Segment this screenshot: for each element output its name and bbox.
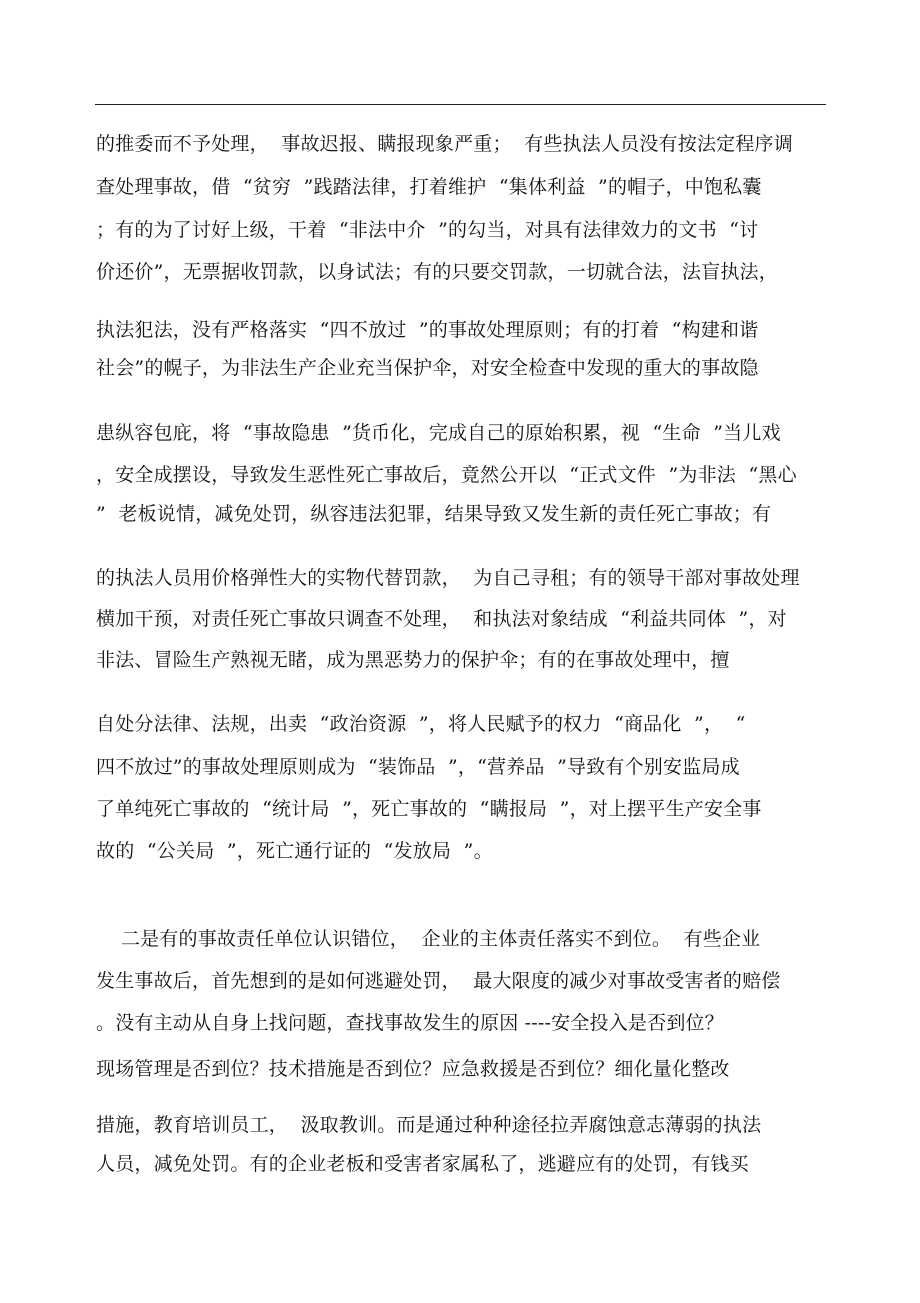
text-line: 非法、冒险生产熟视无睹，成为黑恶势力的保护伞；有的在事故处理中，擅	[96, 649, 730, 671]
text-line: ” 老板说情，减免处罚，纵容违法犯罪，结果导致又发生新的责任死亡事故；有	[96, 503, 772, 525]
text-line: 患纵容包庇，将 “事故隐患 ”货币化，完成自己的原始积累，视 “生命 ”当儿戏	[96, 422, 781, 444]
text-line: 现场管理是否到位？技术措施是否到位？应急救援是否到位？细化量化整改	[96, 1058, 730, 1080]
text-line: ；有的为了讨好上级，干着 “非法中介 ”的勾当，对具有法律效力的文书 “讨	[96, 219, 759, 241]
text-line: 人员，减免处罚。有的企业老板和受害者家属私了，逃避应有的处罚，有钱买	[96, 1153, 749, 1175]
text-line: 查处理事故，借 “贫穷 ”践踏法律，打着维护 “集体利益 ”的帽子，中饱私囊	[96, 176, 762, 198]
text-line: 的推委而不予处理， 事故迟报、瞒报现象严重； 有些执法人员没有按法定程序调	[96, 133, 793, 155]
text-line: 价还价”，无票据收罚款，以身试法；有的只要交罚款，一切就合法，法盲执法，	[96, 261, 778, 283]
text-line: 。没有主动从自身上找问题，查找事故发生的原因 ----安全投入是否到位？	[96, 1012, 724, 1034]
text-line: 执法犯法，没有严格落实 “四不放过 ”的事故处理原则；有的打着 “构建和谐	[96, 319, 759, 341]
text-line: 的执法人员用价格弹性大的实物代替罚款， 为自己寻租；有的领导干部对事故处理	[96, 567, 800, 589]
text-line: 故的 “公关局 ”，死亡通行证的 “发放局 ”。	[96, 840, 493, 862]
text-line: 发生事故后，首先想到的是如何逃避处罚， 最大限度的减少对事故受害者的赔偿	[96, 970, 781, 992]
text-line: 四不放过”的事故处理原则成为 “装饰品 ”，“营养品 ”导致有个别安监局成	[96, 756, 740, 778]
text-line: 二是有的事故责任单位认识错位， 企业的主体责任落实不到位。 有些企业	[96, 928, 761, 950]
text-line: ，安全成摆设，导致发生恶性死亡事故后，竟然公开以 “正式文件 ”为非法 “黑心	[96, 464, 797, 486]
text-line: 横加干预，对责任死亡事故只调查不处理， 和执法对象结成 “利益共同体 ”，对	[96, 608, 787, 630]
text-line: 自处分法律、法规，出卖 “政治资源 ”，将人民赋予的权力 “商品化 ”， “	[96, 713, 746, 735]
text-line: 社会”的幌子，为非法生产企业充当保护伞，对安全检查中发现的重大的事故隐	[96, 357, 759, 379]
header-rule	[95, 104, 826, 105]
text-line: 措施，教育培训员工， 汲取教训。而是通过种种途径拉弄腐蚀意志薄弱的执法	[96, 1114, 762, 1136]
text-line: 了单纯死亡事故的 “统计局 ”，死亡事故的 “瞒报局 ”，对上摆平生产安全事	[96, 798, 762, 820]
